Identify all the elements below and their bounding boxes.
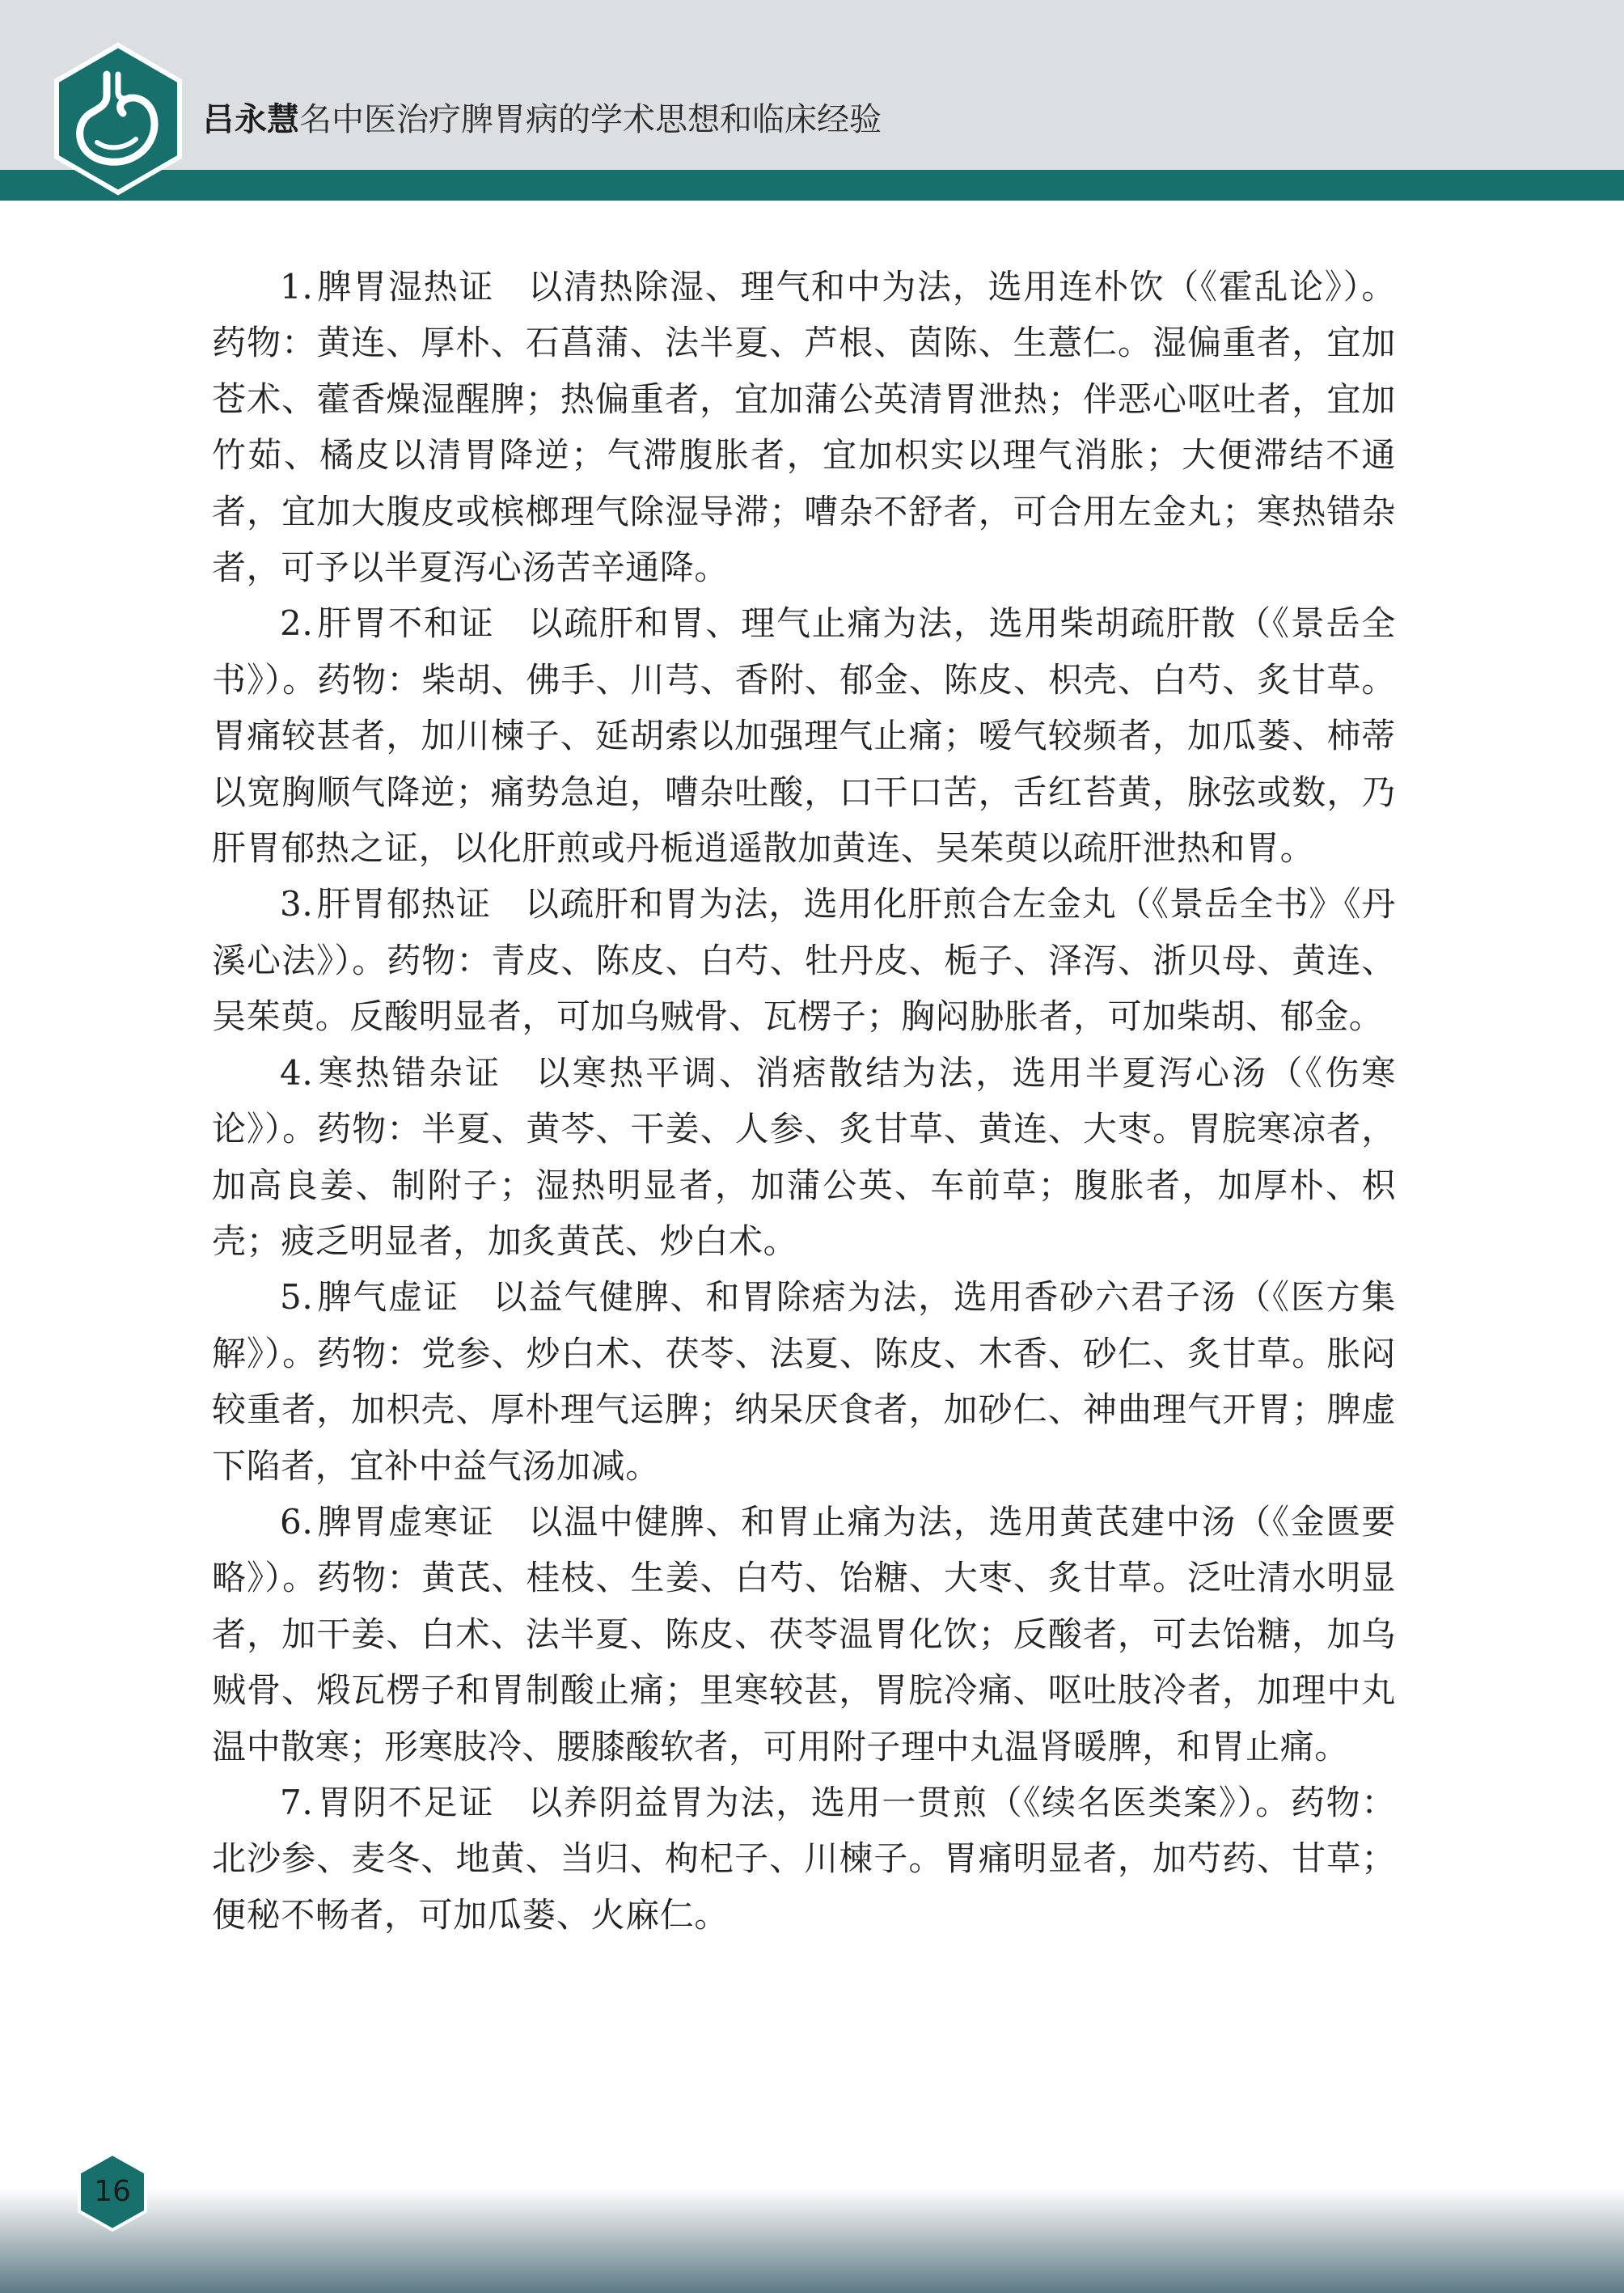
header-band xyxy=(0,0,1624,170)
syndrome-paragraph xyxy=(212,1494,1396,1775)
treatment-text: 以益气健脾、和胃除痞为法，选用香砂六君子汤（《医方集解》）。药物：党参、炒白术、茯苓、法夏、陈皮、木香、砂仁、炙甘草。胀闷较重者，加枳壳、厚朴理气运脾；纳呆厌食者，加砂仁、神曲理气开胃；脾虚下陷者，宜补中益气汤加减。 xyxy=(212,1277,1396,1486)
treatment-text: 以疏肝和胃、理气止痛为法，选用柴胡疏肝散（《景岳全书》）。药物：柴胡、佛手、川芎、香附、郁金、陈皮、枳壳、白芍、炙甘草。胃痛较甚者，加川楝子、延胡索以加强理气止痛；嗳气较频者，加瓜蒌、柿蒂以宽胸顺气降逆；痛势急迫，嘈杂吐酸，口干口苦，舌红苔黄，脉弦或数，乃肝胃郁热之证，以化肝煎或丹栀逍遥散加黄连、吴茱萸以疏肝泄热和胃。 xyxy=(212,603,1396,869)
header-author: 吕永慧 xyxy=(202,101,299,138)
item-number: 5. xyxy=(280,1277,314,1318)
item-number: 4. xyxy=(280,1052,314,1093)
syndrome-name: 寒热错杂证 xyxy=(316,1052,502,1093)
treatment-text: 以寒热平调、消痞散结为法，选用半夏泻心汤（《伤寒论》）。药物：半夏、黄芩、干姜、人参、炙甘草、黄连、大枣。胃脘寒凉者，加高良姜、制附子；湿热明显者，加蒲公英、车前草；腹胀者，加厚朴、枳壳；疲乏明显者，加炙黄芪、炒白术。 xyxy=(212,1052,1396,1261)
syndrome-name: 肝胃郁热证 xyxy=(316,884,492,924)
item-number: 1. xyxy=(280,267,314,307)
syndrome-paragraph xyxy=(212,595,1396,876)
syndrome-name: 脾胃湿热证 xyxy=(316,267,495,307)
page-number: 16 xyxy=(94,2175,131,2208)
body-text xyxy=(212,259,1396,1943)
item-number: 2. xyxy=(280,603,314,644)
syndrome-name: 肝胃不和证 xyxy=(316,603,495,644)
syndrome-paragraph xyxy=(212,1775,1396,1943)
syndrome-name: 胃阴不足证 xyxy=(316,1782,495,1822)
item-number: 7. xyxy=(280,1782,314,1822)
treatment-text: 以清热除湿、理气和中为法，选用连朴饮（《霍乱论》）。药物：黄连、厚朴、石菖蒲、法半夏、芦根、茵陈、生薏仁。湿偏重者，宜加苍术、藿香燥湿醒脾；热偏重者，宜加蒲公英清胃泄热；伴恶心呕吐者，宜加竹茹、橘皮以清胃降逆；气滞腹胀者，宜加枳实以理气消胀；大便滞结不通者，宜加大腹皮或槟榔理气除湿导滞；嘈杂不舒者，可合用左金丸；寒热错杂者，可予以半夏泻心汤苦辛通降。 xyxy=(212,267,1396,588)
syndrome-paragraph xyxy=(212,1269,1396,1494)
header-stripe xyxy=(0,170,1624,201)
footer-band xyxy=(0,2188,1624,2293)
syndrome-paragraph xyxy=(212,259,1396,595)
stomach-hexagon-logo-icon xyxy=(50,42,186,196)
running-header xyxy=(202,95,882,144)
syndrome-name: 脾气虚证 xyxy=(316,1277,459,1318)
treatment-text: 以疏肝和胃为法，选用化肝煎合左金丸（《景岳全书》《丹溪心法》）。药物：青皮、陈皮、白芍、牡丹皮、栀子、泽泻、浙贝母、黄连、吴茱萸。反酸明显者，可加乌贼骨、瓦楞子；胸闷胁胀者，可加柴胡、郁金。 xyxy=(212,884,1396,1037)
treatment-text: 以养阴益胃为法，选用一贯煎（《续名医类案》）。药物：北沙参、麦冬、地黄、当归、枸杞子、川楝子。胃痛明显者，加芍药、甘草；便秘不畅者，可加瓜蒌、火麻仁。 xyxy=(212,1782,1396,1935)
item-number: 3. xyxy=(280,884,314,924)
item-number: 6. xyxy=(280,1501,314,1542)
header-book-title: 名中医治疗脾胃病的学术思想和临床经验 xyxy=(299,101,882,138)
syndrome-name: 脾胃虚寒证 xyxy=(316,1501,495,1542)
treatment-text: 以温中健脾、和胃止痛为法，选用黄芪建中汤（《金匮要略》）。药物：黄芪、桂枝、生姜、白芍、饴糖、大枣、炙甘草。泛吐清水明显者，加干姜、白术、法半夏、陈皮、茯苓温胃化饮；反酸者，可去饴糖，加乌贼骨、煅瓦楞子和胃制酸止痛；里寒较甚，胃脘冷痛、呕吐肢冷者，加理中丸温中散寒；形寒肢冷、腰膝酸软者，可用附子理中丸温肾暖脾，和胃止痛。 xyxy=(212,1501,1396,1766)
syndrome-paragraph xyxy=(212,876,1396,1044)
syndrome-paragraph xyxy=(212,1045,1396,1270)
